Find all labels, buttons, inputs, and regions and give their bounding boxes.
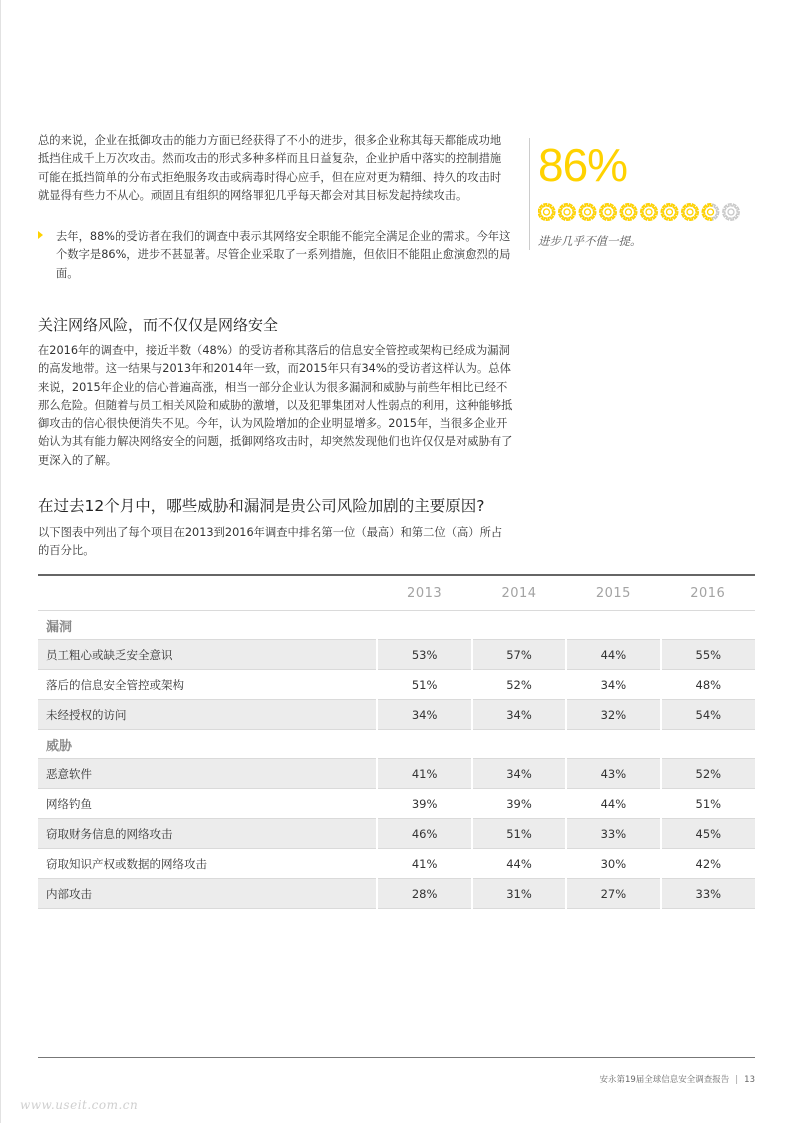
cell-value: 44% <box>566 640 660 670</box>
cell-value: 42% <box>661 849 755 879</box>
table-row <box>38 849 755 879</box>
intro-paragraph: 总的来说，企业在抵御攻击的能力方面已经获得了不小的进步，很多企业称其每天都能成功地抵挡住成千上万次攻击。然而攻击的形式多种多样而且日益复杂，企业护盾中落实的控制措施可能在抵挡简单的分布式拒绝服务攻击或病毒时得心应手，但在应对更为精细、持久的攻击时就显得有些力不从心。顽固且有组织的网络罪犯几乎每天都会对其目标发起持续攻击。 <box>38 134 502 202</box>
gear-icon <box>620 204 636 220</box>
gear-icon <box>600 204 616 220</box>
gear-icon <box>538 204 554 220</box>
header-blank <box>38 575 377 611</box>
gear-rating <box>538 203 753 221</box>
cell-value: 32% <box>566 700 660 730</box>
row-label: 窃取财务信息的网络攻击 <box>38 819 377 849</box>
survey-table <box>38 574 755 909</box>
cell-value: 51% <box>472 819 566 849</box>
cell-value: 44% <box>472 849 566 879</box>
table-row <box>38 670 755 700</box>
gear-rating-svg <box>538 203 753 221</box>
page-footer <box>599 1073 755 1085</box>
watermark: www.useit.com.cn <box>20 1098 139 1112</box>
cell-value: 45% <box>661 819 755 849</box>
table-row <box>38 789 755 819</box>
cell-value: 34% <box>566 670 660 700</box>
cell-value: 44% <box>566 789 660 819</box>
cell-value: 54% <box>661 700 755 730</box>
group-label: 漏洞 <box>38 611 755 640</box>
gear-icon <box>661 204 677 220</box>
row-label: 恶意软件 <box>38 759 377 789</box>
cell-value: 48% <box>661 670 755 700</box>
table-row <box>38 640 755 670</box>
cell-value: 57% <box>472 640 566 670</box>
page-margin-rule <box>0 0 1 1123</box>
cell-value: 30% <box>566 849 660 879</box>
gear-icon <box>641 204 657 220</box>
gear-icon <box>682 204 698 220</box>
cell-value: 34% <box>472 700 566 730</box>
row-label: 员工粗心或缺乏安全意识 <box>38 640 377 670</box>
stat-divider <box>529 138 530 250</box>
cell-value: 34% <box>472 759 566 789</box>
cell-value: 39% <box>472 789 566 819</box>
cell-value: 41% <box>377 759 471 789</box>
table-row <box>38 819 755 849</box>
cell-value: 43% <box>566 759 660 789</box>
cell-value: 33% <box>661 879 755 909</box>
group-row-vulnerabilities <box>38 611 755 640</box>
cell-value: 27% <box>566 879 660 909</box>
triangle-bullet-icon <box>38 231 43 239</box>
report-title: 安永第19届全球信息安全调查报告 <box>599 1075 730 1085</box>
footer-rule <box>38 1057 755 1058</box>
cell-value: 34% <box>377 700 471 730</box>
gear-icon <box>702 204 718 220</box>
year-header: 2013 <box>377 575 471 611</box>
cell-value: 33% <box>566 819 660 849</box>
page-number: 13 <box>744 1075 755 1085</box>
cell-value: 55% <box>661 640 755 670</box>
table-header-row <box>38 575 755 611</box>
row-label: 窃取知识产权或数据的网络攻击 <box>38 849 377 879</box>
bullet-text: 去年，88%的受访者在我们的调查中表示其网络安全职能不能完全满足企业的需求。今年这个数字是86%，进步不甚显著。尽管企业采取了一系列措施，但依旧不能阻止愈演愈烈的局面。 <box>56 230 511 280</box>
year-header: 2014 <box>472 575 566 611</box>
cell-value: 53% <box>377 640 471 670</box>
row-label: 内部攻击 <box>38 879 377 909</box>
table-row <box>38 759 755 789</box>
gear-icon <box>723 204 739 220</box>
row-label: 未经授权的访问 <box>38 700 377 730</box>
gear-icon <box>559 204 575 220</box>
question-subtitle: 以下图表中列出了每个项目在2013到2016年调查中排名第一位（最高）和第二位（高）所占的百分比。 <box>38 526 503 558</box>
table-row <box>38 879 755 909</box>
cell-value: 51% <box>661 789 755 819</box>
cell-value: 41% <box>377 849 471 879</box>
section-body: 在2016年的调查中，接近半数（48%）的受访者称其落后的信息安全管控或架构已经成为漏洞的高发地带。这一结果与2013年和2014年一致，而2015年只有34%的受访者这样认为。总体来说，2015年企业的信心普遍高涨，相当一部分企业认为很多漏洞和威胁与前些年相比已经不那么危险。但随着与员工相关风险和威胁的激增，以及犯罪集团对人性弱点的利用，这种能够抵御攻击的信心很快便消失不见。今年，认为风险增加的企业明显增多。2015年，当很多企业开始认为其有能力解决网络安全的问题，抵御网络攻击时，却突然发现他们也许仅仅是对威胁有了更深入的了解。 <box>38 344 513 467</box>
row-label: 落后的信息安全管控或架构 <box>38 670 377 700</box>
cell-value: 52% <box>661 759 755 789</box>
group-row-threats <box>38 730 755 759</box>
row-label: 网络钓鱼 <box>38 789 377 819</box>
cell-value: 51% <box>377 670 471 700</box>
question-heading: 在过去12个月中，哪些威胁和漏洞是贵公司风险加剧的主要原因? <box>38 497 485 515</box>
footer-separator: | <box>735 1075 739 1085</box>
table-row <box>38 700 755 730</box>
cell-value: 28% <box>377 879 471 909</box>
gear-icon <box>579 204 595 220</box>
stat-value: 86% <box>538 139 628 191</box>
cell-value: 46% <box>377 819 471 849</box>
cell-value: 52% <box>472 670 566 700</box>
year-header: 2015 <box>566 575 660 611</box>
cell-value: 39% <box>377 789 471 819</box>
cell-value: 31% <box>472 879 566 909</box>
group-label: 威胁 <box>38 730 755 759</box>
section-heading: 关注网络风险，而不仅仅是网络安全 <box>38 316 279 334</box>
year-header: 2016 <box>661 575 755 611</box>
stat-caption: 进步几乎不值一提。 <box>538 234 642 248</box>
